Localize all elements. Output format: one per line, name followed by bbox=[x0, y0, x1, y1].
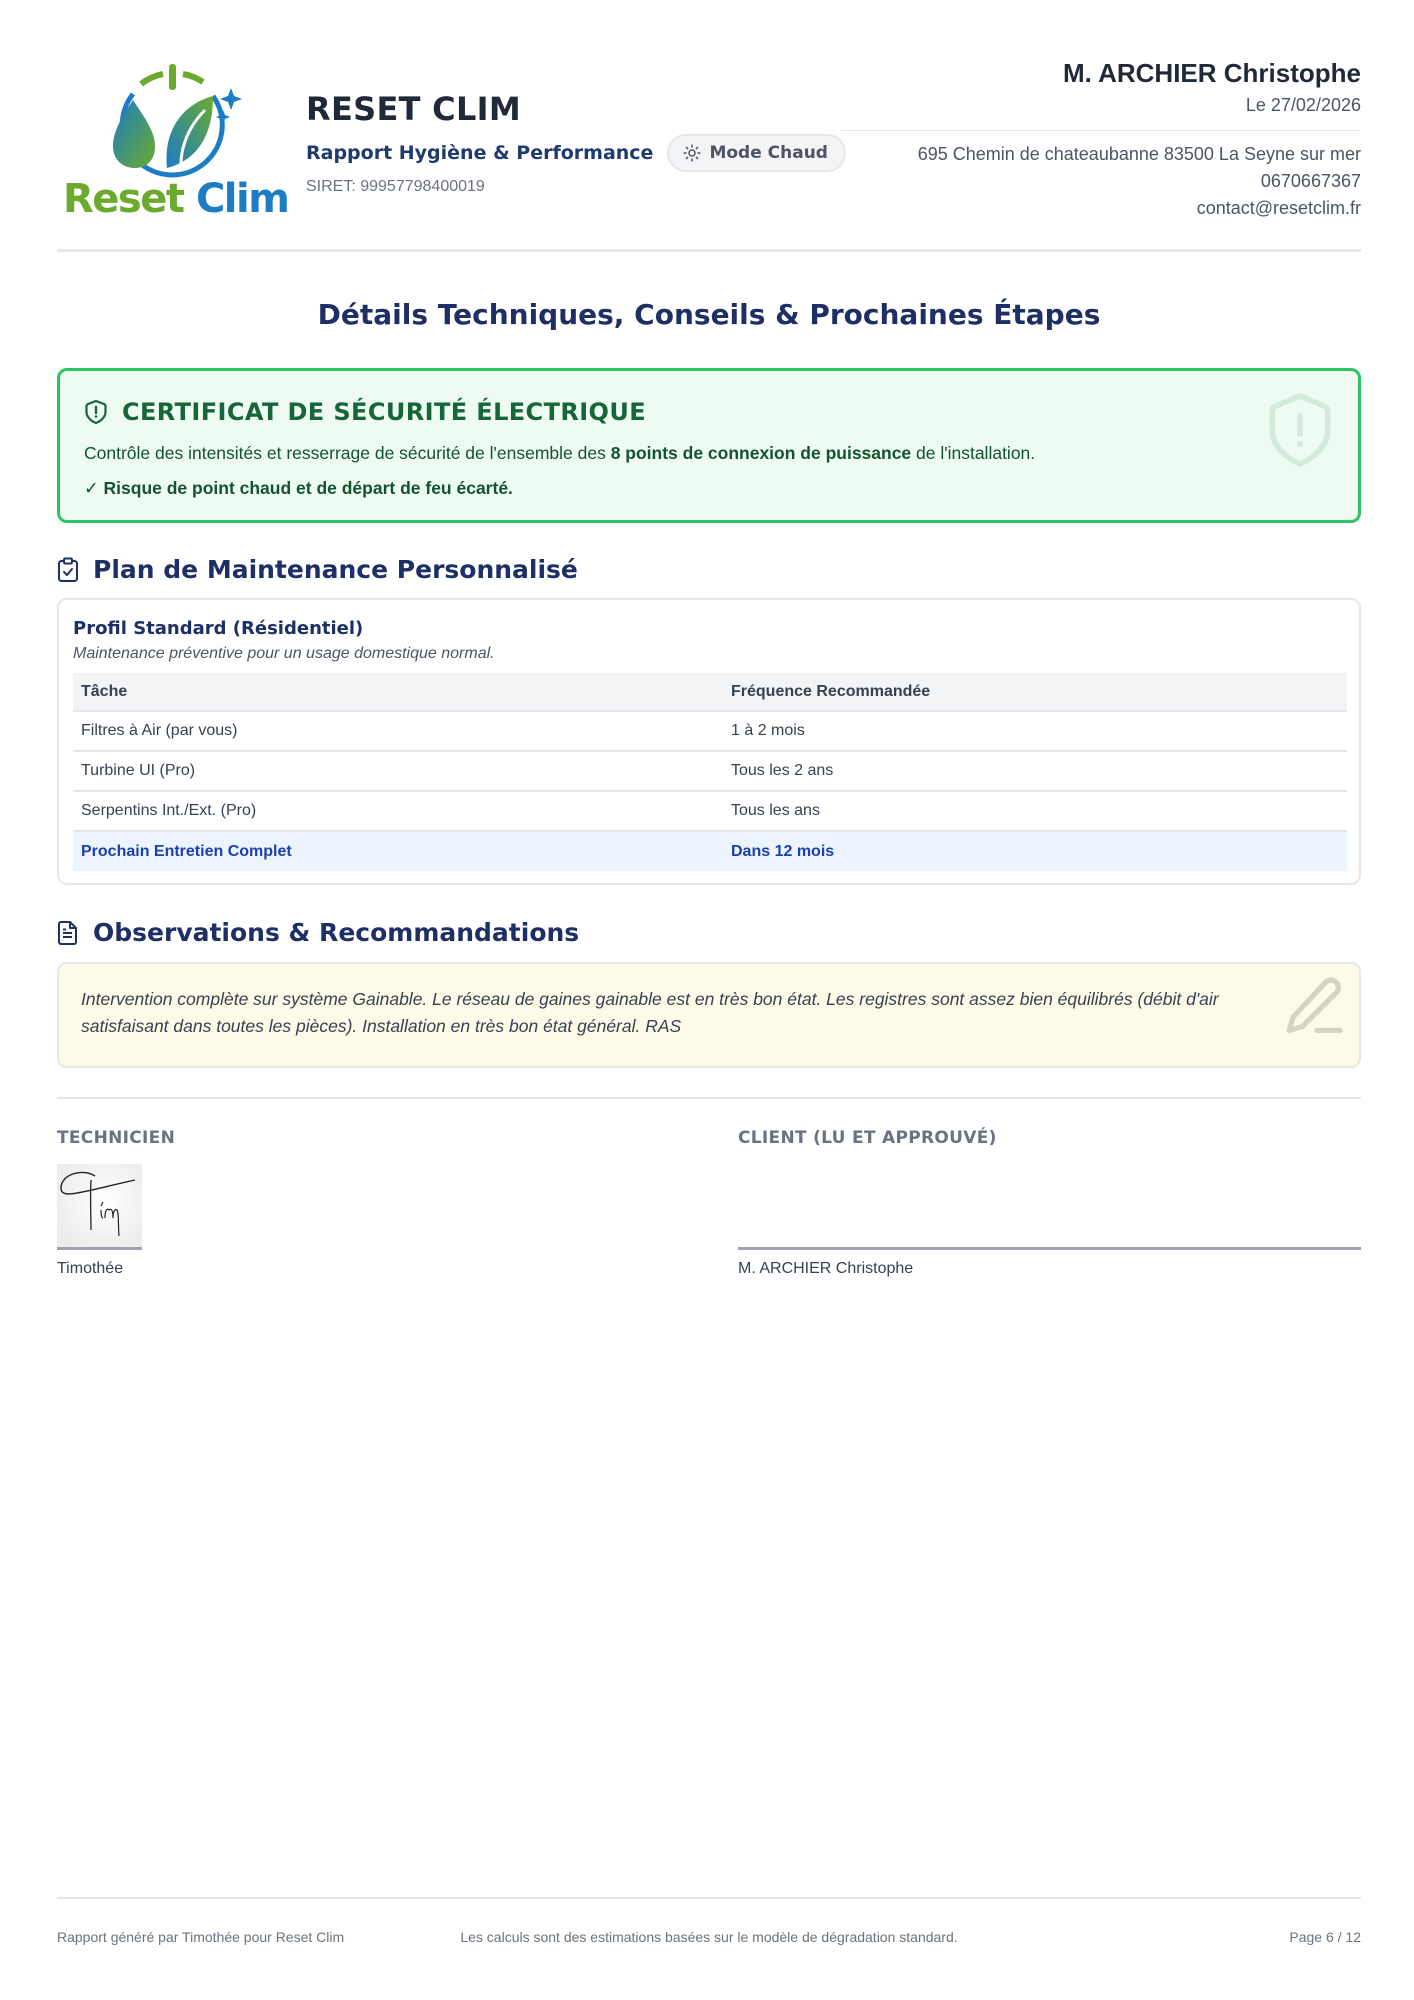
mode-badge bbox=[667, 134, 846, 172]
logo-emblem-icon bbox=[63, 60, 279, 178]
technician-signature-block bbox=[57, 1128, 175, 1278]
task-cell: Turbine UI (Pro) bbox=[73, 751, 723, 791]
electrical-safety-certificate bbox=[57, 368, 1361, 523]
observations-heading bbox=[57, 918, 579, 947]
column-header-frequency: Fréquence Recommandée bbox=[723, 673, 1347, 711]
technician-name: Timothée bbox=[57, 1260, 124, 1277]
page-number: Page 6 / 12 bbox=[1289, 1929, 1361, 1945]
page-title: Détails Techniques, Conseils & Prochaines Étapes bbox=[317, 298, 1101, 331]
certificate-text-bold: 8 points de connexion de puissance bbox=[610, 443, 912, 463]
maintenance-heading-text: Plan de Maintenance Personnalisé bbox=[93, 555, 578, 584]
certificate-text-start: Contrôle des intensités et resserrage de sécurité de l'ensemble des bbox=[84, 443, 611, 463]
client-name: M. ARCHIER Christophe bbox=[1062, 58, 1361, 88]
company-logo bbox=[63, 60, 289, 230]
certificate-check-line: ✓ Risque de point chaud et de départ de feu écarté. bbox=[84, 478, 513, 498]
certificate-description bbox=[84, 443, 1035, 464]
task-cell: Serpentins Int./Ext. (Pro) bbox=[73, 791, 723, 831]
next-service-row bbox=[73, 831, 1347, 871]
maintenance-plan-card bbox=[57, 598, 1361, 885]
mode-badge-label: Mode Chaud bbox=[709, 143, 828, 163]
clipboard-check-icon bbox=[57, 557, 79, 583]
report-date: Le 27/02/2026 bbox=[1245, 95, 1361, 115]
pen-watermark-icon bbox=[1279, 972, 1349, 1042]
report-header bbox=[57, 56, 1361, 252]
client-signature-name: M. ARCHIER Christophe bbox=[738, 1260, 914, 1277]
client-email: contact@resetclim.fr bbox=[1196, 198, 1361, 218]
section-divider bbox=[57, 1097, 1361, 1099]
table-header-row bbox=[73, 673, 1347, 711]
footer-divider bbox=[57, 1897, 1361, 1899]
certificate-heading bbox=[84, 398, 646, 426]
footer-disclaimer: Les calculs sont des estimations basées sur le modèle de dégradation standard. bbox=[460, 1929, 958, 1945]
client-signature-label: CLIENT (LU ET APPROUVÉ) bbox=[738, 1128, 997, 1148]
report-type: Rapport Hygiène & Performance bbox=[306, 142, 654, 164]
maintenance-description: Maintenance préventive pour un usage domestique normal. bbox=[73, 645, 495, 662]
frequency-cell: Tous les 2 ans bbox=[723, 751, 1347, 791]
brand-block bbox=[306, 90, 846, 196]
sun-icon bbox=[683, 144, 701, 162]
report-page bbox=[57, 0, 1361, 2000]
maintenance-table bbox=[73, 673, 1347, 871]
shield-alert-icon bbox=[84, 399, 108, 425]
logo-word-clim: Clim bbox=[195, 176, 289, 222]
report-type-row bbox=[306, 134, 846, 172]
maintenance-profile: Profil Standard (Résidentiel) bbox=[73, 618, 364, 639]
observations-text: Intervention complète sur système Gainable. Le réseau de gaines gainable est en très bon état. Les registres sont assez bien équilibrés (débit d'air satisfaisant dans toutes les pièces). Installation en très bon état général. RAS bbox=[81, 989, 1219, 1036]
observations-heading-text: Observations & Recommandations bbox=[93, 918, 580, 947]
logo-wordmark bbox=[63, 176, 288, 222]
client-signature-block bbox=[738, 1128, 1361, 1278]
maintenance-heading bbox=[57, 555, 578, 584]
technician-label: TECHNICIEN bbox=[57, 1128, 176, 1148]
certificate-text-end: de l'installation. bbox=[911, 443, 1036, 463]
table-row bbox=[73, 711, 1347, 751]
observations-card bbox=[57, 962, 1361, 1068]
company-name: RESET CLIM bbox=[306, 90, 521, 128]
certificate-title: CERTIFICAT DE SÉCURITÉ ÉLECTRIQUE bbox=[122, 398, 647, 426]
next-service-value: Dans 12 mois bbox=[723, 831, 1347, 871]
next-service-label: Prochain Entretien Complet bbox=[73, 831, 723, 871]
siret-number: SIRET: 99957798400019 bbox=[306, 178, 485, 195]
frequency-cell: Tous les ans bbox=[723, 791, 1347, 831]
table-row bbox=[73, 751, 1347, 791]
shield-watermark-icon bbox=[1266, 389, 1334, 471]
footer-generated-by: Rapport généré par Timothée pour Reset Clim bbox=[57, 1929, 345, 1945]
table-row bbox=[73, 791, 1347, 831]
technician-signature bbox=[57, 1164, 142, 1250]
document-icon bbox=[57, 920, 79, 946]
column-header-task: Tâche bbox=[73, 673, 723, 711]
client-address: 695 Chemin de chateaubanne 83500 La Seyne sur mer bbox=[917, 144, 1361, 164]
client-phone: 0670667367 bbox=[1260, 171, 1361, 191]
client-divider bbox=[841, 130, 1361, 131]
frequency-cell: 1 à 2 mois bbox=[723, 711, 1347, 751]
task-cell: Filtres à Air (par vous) bbox=[73, 711, 723, 751]
client-signature-field[interactable] bbox=[738, 1164, 1361, 1250]
signature-image bbox=[57, 1164, 142, 1250]
client-info bbox=[841, 58, 1361, 222]
logo-word-reset: Reset bbox=[63, 176, 184, 222]
